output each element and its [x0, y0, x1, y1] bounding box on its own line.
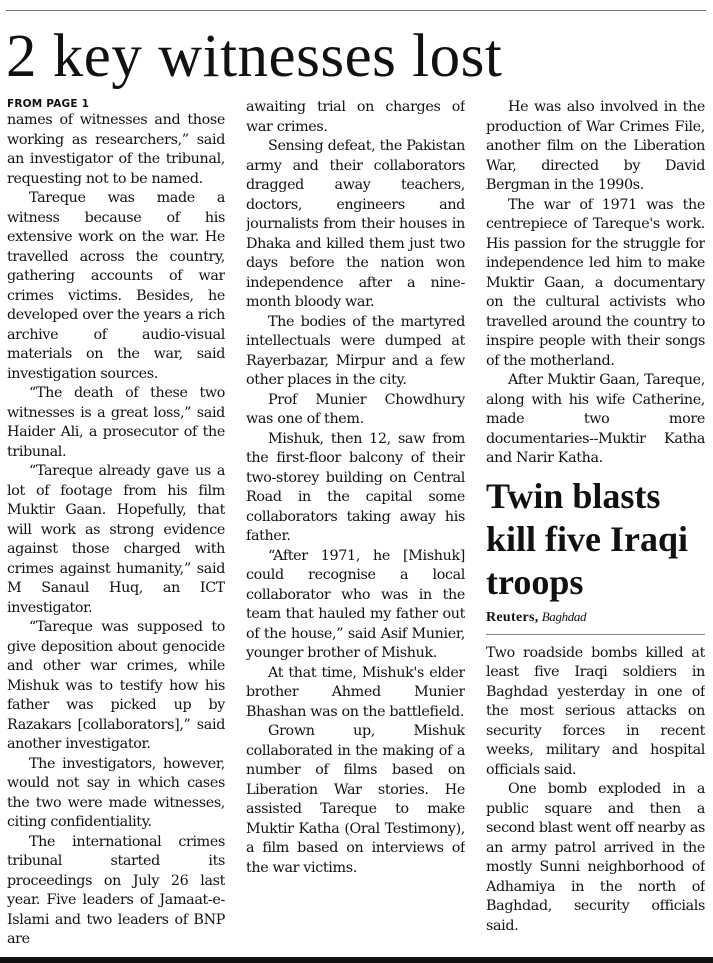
- byline-agency: Reuters,: [486, 609, 539, 625]
- top-rule: [6, 10, 706, 11]
- from-page-kicker: FROM PAGE 1: [7, 98, 90, 110]
- main-story-column-2: [246, 98, 465, 956]
- paragraph: “After 1971, he [Mishuk] could recognise a local collaborator who was in the team that hauled my father out of the house,” said Asif Munier, younger brother of Mishuk.: [246, 547, 465, 661]
- paragraph: The war of 1971 was the centrepiece of Tareque's work. His passion for the struggle for independence led him to make Muktir Gaan, a documentary on the cultural activists who travelled around the country to inspire people with their songs of the motherland.: [486, 196, 705, 369]
- main-story-column-1: [7, 98, 225, 956]
- bottom-rule: [0, 957, 713, 963]
- paragraph: “The death of these two witnesses is a great loss,” said Haider Ali, a prosecutor of the tribunal.: [7, 385, 225, 460]
- paragraph: awaiting trial on charges of war crimes.: [246, 99, 465, 135]
- paragraph: Grown up, Mishuk collaborated in the making of a number of films based on Liberation War stories. He assisted Tareque to make Muktir Katha (Oral Testimony), a film based on interviews of the war victims.: [246, 723, 465, 876]
- byline: [486, 607, 705, 628]
- byline-divider: [486, 634, 705, 635]
- second-story-headline: Twin blasts kill five Iraqi troops: [486, 475, 689, 602]
- paragraph: The bodies of the martyred intellectuals were dumped at Rayerbazar, Mirpur and a few other places in the city.: [246, 313, 465, 388]
- paragraph: Two roadside bombs killed at least five Iraqi soldiers in Baghdad yesterday in one of the most serious attacks on security forces in recent weeks, military and hospital officials said.: [486, 644, 705, 778]
- paragraph: names of witnesses and those working as researchers,” said an investigator of the tribunal, requesting not to be named.: [7, 112, 225, 187]
- paragraph: He was also involved in the production of War Crimes File, another film on the Liberation War, directed by David Bergman in the 1990s.: [486, 99, 705, 193]
- paragraph: Tareque was made a witness because of his extensive work on the war. He travelled across the country, gathering accounts of war crimes victims. Besides, he developed over the years a rich archive of audio-visual materials on the war, said investigation sources.: [7, 190, 225, 382]
- paragraph: Sensing defeat, the Pakistan army and their collaborators dragged away teachers, doctors, engineers and journalists from their houses in Dhaka and killed them just two days before the nation won independence after a nine-month bloody war.: [246, 138, 465, 310]
- paragraph: “Tareque was supposed to give deposition about genocide and other war crimes, while Mishuk was to testify how his father was picked up by Razakars [collaborators],” said another investigator.: [7, 619, 225, 752]
- main-story-column-3: [486, 98, 705, 956]
- paragraph: At that time, Mishuk's elder brother Ahmed Munier Bhashan was on the battlefield.: [246, 664, 465, 720]
- headline: 2 key witnesses lost: [6, 23, 503, 90]
- paragraph: One bomb exploded in a public square and then a second blast went off nearby as an army patrol arrived in the mostly Sunni neighborhood of Adhamiya in the north of Baghdad, security officials said.: [486, 781, 705, 934]
- paragraph: Prof Munier Chowdhury was one of them.: [246, 391, 465, 427]
- paragraph: The investigators, however, would not say in which cases the two were made witnesses, citing confidentiality.: [7, 755, 225, 830]
- paragraph: The international crimes tribunal started its proceedings on July 26 last year. Five leaders of Jamaat-e-Islami and two leaders of BNP are: [7, 833, 225, 947]
- paragraph: Mishuk, then 12, saw from the first-floor balcony of their two-storey building on Central Road in the capital some collaborators taking away his father.: [246, 430, 465, 544]
- paragraph: “Tareque already gave us a lot of footage from his film Muktir Gaan. Hopefully, that will work as strong evidence against those charged with crimes against humanity,” said M Sanaul Huq, an ICT investigator.: [7, 463, 225, 616]
- paragraph: After Muktir Gaan, Tareque, along with his wife Catherine, made two more documentaries--Muktir Katha and Narir Katha.: [486, 372, 705, 466]
- byline-dateline: Baghdad: [541, 608, 587, 624]
